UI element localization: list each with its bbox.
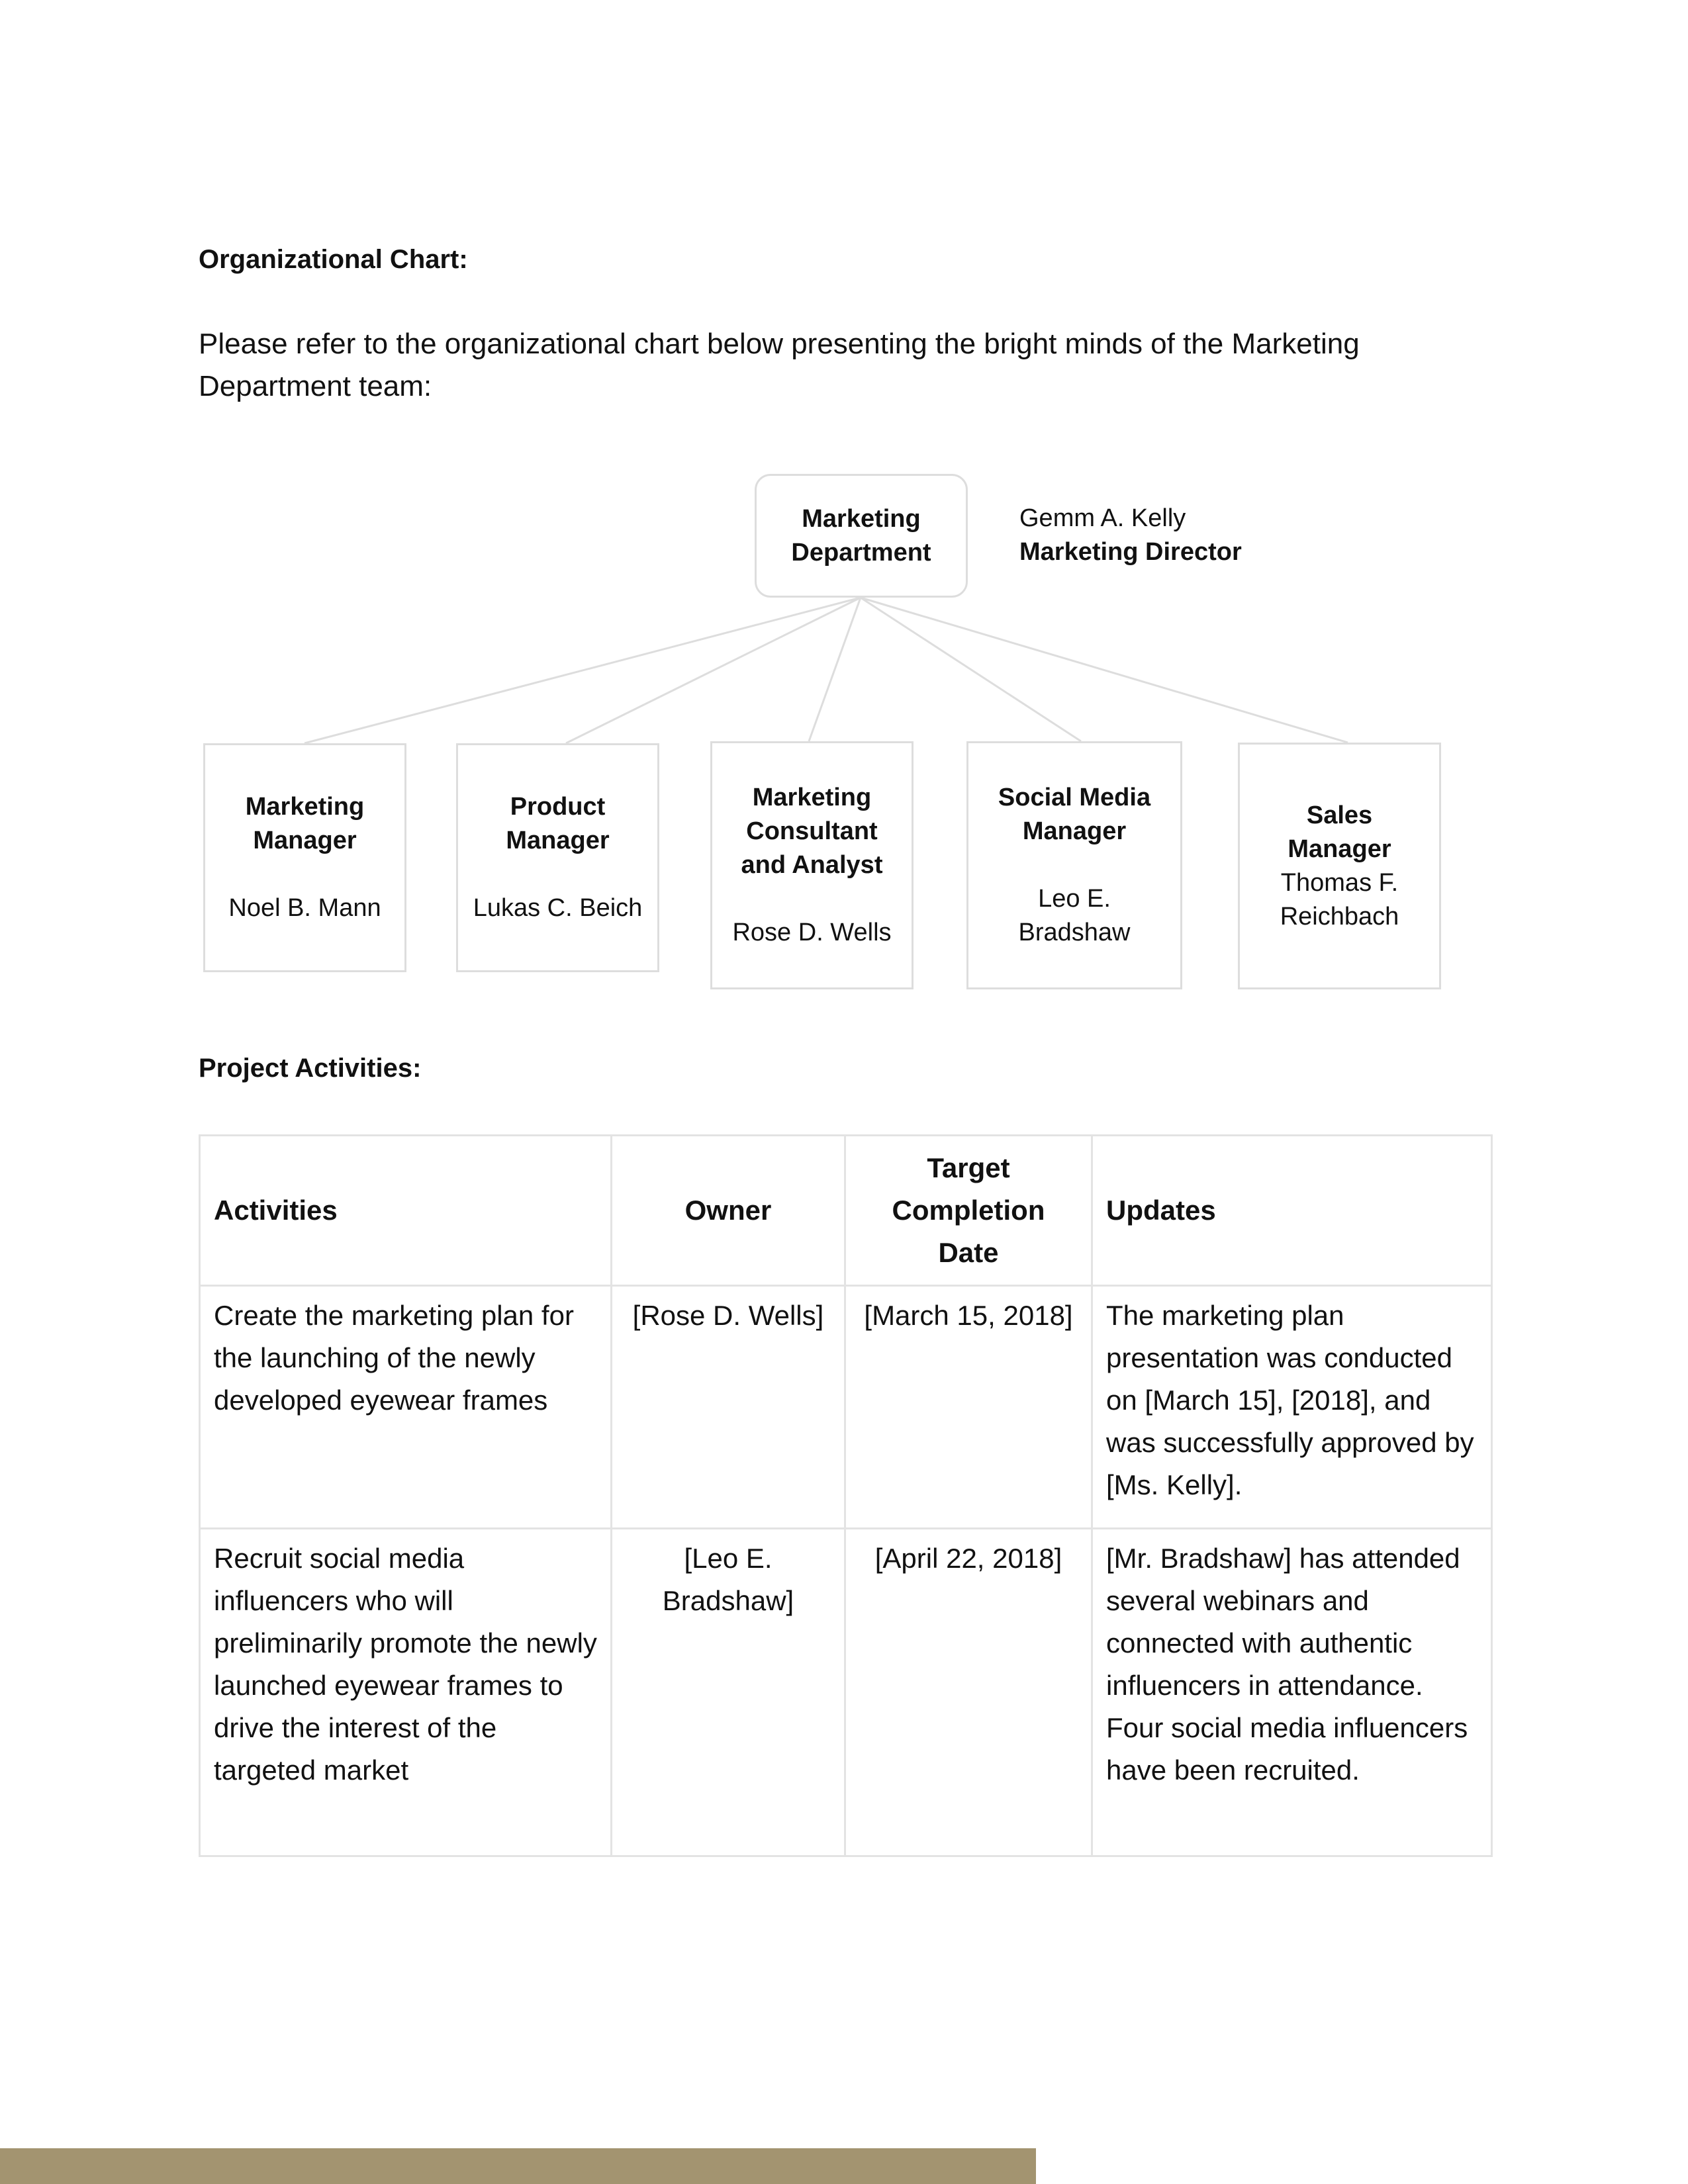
- director-title: Marketing Director: [1019, 538, 1242, 566]
- header-activities: Activities: [200, 1136, 612, 1286]
- connector-line: [861, 598, 1348, 743]
- org-box-person: Bradshaw: [1018, 919, 1131, 946]
- cell-activity: Recruit social media influencers who will preliminarily promote the newly launched eyewear frames to drive the interest of the targeted market: [200, 1529, 612, 1856]
- org-box-social-media-manager: [966, 741, 1182, 989]
- table-row: [200, 1529, 1492, 1856]
- org-box-role: Manager: [1288, 835, 1391, 863]
- org-box-role: Marketing: [245, 793, 365, 821]
- org-box-role: Manager: [1022, 817, 1127, 845]
- org-box-role: Marketing: [752, 784, 872, 811]
- project-activities-heading: Project Activities:: [199, 1054, 422, 1083]
- org-box-marketing-manager: [203, 743, 406, 972]
- org-box-role: Manager: [506, 827, 610, 854]
- footer-bar: [0, 2148, 1036, 2184]
- org-box-sales-manager: [1238, 743, 1441, 989]
- activities-table: [199, 1134, 1493, 1857]
- cell-activity: Create the marketing plan for the launching of the newly developed eyewear frames: [200, 1286, 612, 1529]
- header-owner: Owner: [612, 1136, 845, 1286]
- table-row: [200, 1286, 1492, 1529]
- org-box-person: Reichbach: [1280, 902, 1399, 931]
- connector-line: [305, 598, 861, 743]
- cell-owner: [Rose D. Wells]: [612, 1286, 845, 1529]
- org-chart-heading: Organizational Chart:: [199, 245, 468, 274]
- org-root-label-line: Marketing: [802, 504, 921, 533]
- director-name: Gemm A. Kelly: [1019, 504, 1186, 532]
- cell-update: [Mr. Bradshaw] has attended several webinars and connected with authentic influencers in attendance. Four social media influencers have been recruited.: [1092, 1529, 1492, 1856]
- header-target-line: Target: [927, 1152, 1010, 1183]
- director-label: [1019, 502, 1242, 569]
- table-header-row: [200, 1136, 1492, 1286]
- cell-update: The marketing plan presentation was conducted on [March 15], [2018], and was successfully approved by [Ms. Kelly].: [1092, 1286, 1492, 1529]
- connector-line: [809, 598, 861, 741]
- org-box-role: Product: [510, 793, 606, 821]
- org-box-role: Manager: [253, 827, 357, 854]
- connector-line: [566, 598, 861, 743]
- org-box-marketing-consultant: [710, 741, 914, 989]
- org-chart-intro: Please refer to the organizational chart below presenting the bright minds of the Marketing Department team:: [199, 328, 1360, 402]
- cell-date: [April 22, 2018]: [845, 1529, 1092, 1856]
- org-box-role: and Analyst: [741, 851, 883, 879]
- org-root-box: [755, 474, 968, 598]
- org-box-role: Sales: [1306, 801, 1373, 829]
- org-box-person: Lukas C. Beich: [473, 894, 643, 922]
- org-box-role: Social Media: [998, 784, 1151, 811]
- org-box-person: Rose D. Wells: [732, 919, 892, 946]
- cell-date: [March 15, 2018]: [845, 1286, 1092, 1529]
- header-target-line: Completion Date: [892, 1195, 1045, 1268]
- header-updates: Updates: [1092, 1136, 1492, 1286]
- org-box-product-manager: [456, 743, 659, 972]
- org-box-role: Consultant: [746, 817, 878, 845]
- org-box-person: Noel B. Mann: [228, 894, 381, 922]
- org-root-label-line: Department: [791, 538, 931, 567]
- cell-owner: [Leo E. Bradshaw]: [612, 1529, 845, 1856]
- connector-line: [861, 598, 1081, 741]
- header-target-completion-date: [845, 1136, 1092, 1286]
- org-box-person: Thomas F.: [1280, 868, 1399, 897]
- org-box-person: Leo E.: [1038, 885, 1111, 913]
